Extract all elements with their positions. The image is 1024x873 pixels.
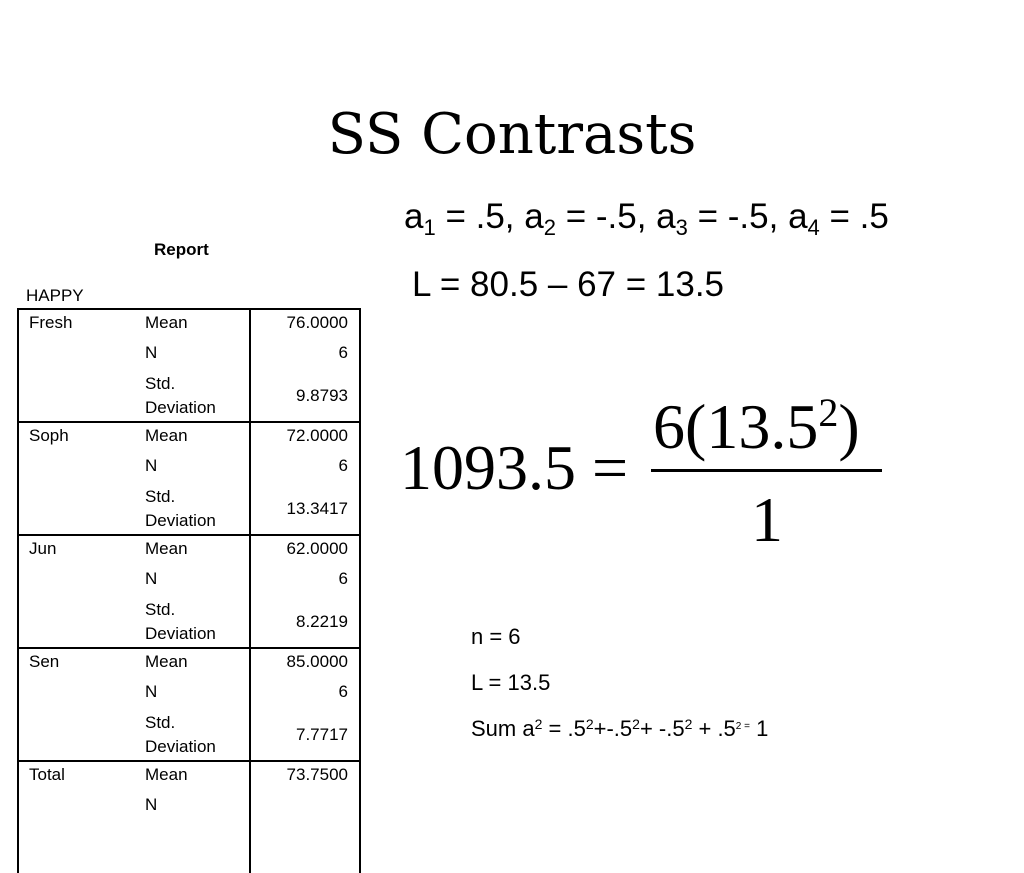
- slide-title: SS Contrasts: [327, 102, 697, 167]
- coefficients-line: [404, 197, 889, 240]
- report-table: [17, 308, 361, 873]
- stat-label-n: N: [145, 569, 158, 588]
- coef-a2: $a_2 = -.5$,: [524, 197, 657, 240]
- note-l: L = 13.5: [471, 670, 551, 695]
- group-name: Soph: [29, 426, 69, 445]
- stat-value-mean: 62.0000: [286, 539, 348, 558]
- stat-label-mean: Mean: [145, 765, 188, 784]
- stat-label-sd: Std. Deviation: [145, 600, 216, 643]
- stat-label-mean: Mean: [145, 426, 188, 445]
- note-n: n = 6: [471, 624, 521, 649]
- stat-value-mean: 72.0000: [286, 426, 348, 445]
- note-sum-squares: Sum $a^2 = .5^2+-.5^2+ -.5^2 + .5^{2 =}$ 1: [471, 716, 769, 741]
- report-variable-label: HAPPY: [26, 286, 84, 305]
- stat-value-mean: 73.7500: [286, 765, 348, 784]
- group-name: Total: [29, 765, 65, 784]
- column-divider: [249, 310, 251, 421]
- stat-label-n: N: [145, 795, 158, 814]
- stat-label-n: N: [145, 343, 158, 362]
- stat-value-mean: 85.0000: [286, 652, 348, 671]
- stat-value-sd: 9.8793: [296, 386, 348, 405]
- report-group: [17, 534, 361, 647]
- stat-value-n: 6: [338, 456, 348, 475]
- stat-value-sd: 7.7717: [296, 725, 348, 744]
- stat-label-sd: Std. Deviation: [145, 487, 216, 530]
- report-group: [17, 308, 361, 421]
- stat-value-sd: 8.2219: [296, 612, 348, 631]
- column-divider: [249, 762, 251, 873]
- ss-equation-lhs: 1093.5 =: [400, 432, 629, 503]
- column-divider: [249, 423, 251, 534]
- stat-label-mean: Mean: [145, 539, 188, 558]
- report-title: Report: [154, 240, 209, 259]
- coef-a4: $a_4 = .5$: [788, 197, 889, 240]
- report-group: [17, 760, 361, 873]
- column-divider: [249, 536, 251, 647]
- group-name: Sen: [29, 652, 60, 671]
- column-divider: [249, 649, 251, 760]
- stat-label-n: N: [145, 682, 158, 701]
- ss-equation-denominator: 1: [751, 484, 783, 555]
- stat-label-mean: Mean: [145, 652, 188, 671]
- stat-value-sd: 13.3417: [286, 499, 348, 518]
- group-name: Fresh: [29, 313, 73, 332]
- stat-value-mean: 76.0000: [286, 313, 348, 332]
- stat-label-mean: Mean: [145, 313, 188, 332]
- stat-value-n: 6: [338, 569, 348, 588]
- group-name: Jun: [29, 539, 57, 558]
- contrast-l-formula: L = 80.5 – 67 = 13.5: [412, 265, 725, 304]
- report-group: [17, 647, 361, 760]
- report-group: [17, 421, 361, 534]
- stat-label-sd: Std. Deviation: [145, 374, 216, 417]
- ss-equation-numerator: 6(13.5$^2$): [653, 390, 860, 462]
- stat-value-n: 6: [338, 682, 348, 701]
- stat-label-sd: Std. Deviation: [145, 713, 216, 756]
- stat-label-n: N: [145, 456, 158, 475]
- stat-value-n: 6: [338, 343, 348, 362]
- fraction-bar: [651, 469, 882, 472]
- coef-a3: $a_3 = -.5$,: [656, 197, 789, 240]
- coef-a1: $a_1 = .5$,: [404, 197, 525, 240]
